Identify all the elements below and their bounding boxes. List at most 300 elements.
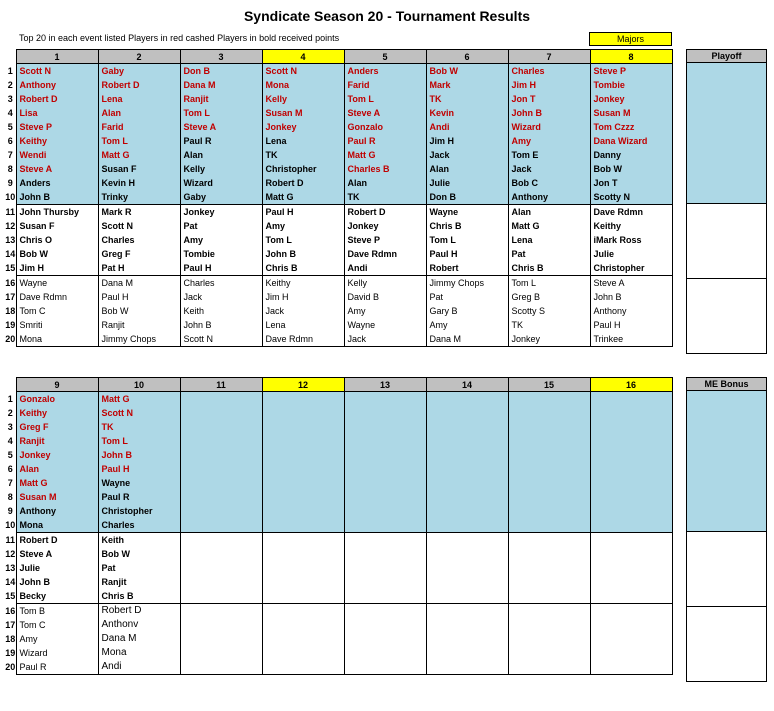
player-cell: Steve A <box>16 162 98 176</box>
player-cell <box>344 448 426 462</box>
event-header-8: 8 <box>590 50 672 64</box>
player-cell: Andi <box>426 120 508 134</box>
player-cell: Wendi <box>16 148 98 162</box>
player-cell <box>262 420 344 434</box>
player-cell <box>262 518 344 533</box>
player-cell <box>180 406 262 420</box>
player-cell <box>508 660 590 675</box>
row-number: 10 <box>5 520 16 531</box>
player-cell: Andi <box>344 261 426 276</box>
player-cell: Matt G <box>344 148 426 162</box>
row-number: 1 <box>7 65 13 76</box>
player-cell <box>344 504 426 518</box>
row-number-header <box>5 50 16 64</box>
player-cell <box>426 504 508 518</box>
player-cell: Jim H <box>16 261 98 276</box>
player-cell: Tom C <box>16 618 98 632</box>
player-cell <box>426 490 508 504</box>
player-cell: Keithy <box>16 134 98 148</box>
player-cell <box>590 406 672 420</box>
player-cell: Kevin H <box>98 176 180 190</box>
player-cell: Paul H <box>180 261 262 276</box>
player-cell <box>508 589 590 604</box>
player-cell <box>590 618 672 632</box>
player-cell: Jonkey <box>508 332 590 347</box>
player-cell <box>180 660 262 675</box>
player-cell: Jimmy Chops <box>98 332 180 347</box>
player-cell <box>426 533 508 548</box>
player-cell: Tom Czzz <box>590 120 672 134</box>
player-cell: Scotty S <box>508 304 590 318</box>
player-cell: Bob C <box>508 176 590 190</box>
player-cell <box>180 547 262 561</box>
player-cell <box>508 575 590 589</box>
player-cell <box>426 420 508 434</box>
player-cell <box>262 392 344 407</box>
player-cell: TK <box>426 92 508 106</box>
player-cell: Robert D <box>16 92 98 106</box>
player-cell: John B <box>16 575 98 589</box>
player-cell: Lena <box>98 92 180 106</box>
player-cell <box>508 646 590 660</box>
player-cell: Trinky <box>98 190 180 205</box>
event-header-13: 13 <box>344 378 426 392</box>
player-cell <box>426 632 508 646</box>
player-cell: Chris B <box>508 261 590 276</box>
player-cell: Paul R <box>16 660 98 675</box>
row-number: 2 <box>7 80 13 90</box>
player-cell <box>344 518 426 533</box>
player-cell: Kelly <box>344 276 426 291</box>
player-cell: Keithy <box>590 219 672 233</box>
player-cell: Lena <box>262 318 344 332</box>
row-number: 7 <box>7 478 13 488</box>
player-cell: Anders <box>16 176 98 190</box>
player-cell: Trinkee <box>590 332 672 347</box>
player-cell: Christopher <box>590 261 672 276</box>
event-header-9: 9 <box>16 378 98 392</box>
player-cell: Robert <box>426 261 508 276</box>
player-cell <box>590 476 672 490</box>
player-cell: Dana M <box>426 332 508 347</box>
player-cell: Wizard <box>508 120 590 134</box>
player-cell <box>180 476 262 490</box>
player-cell: Farid <box>98 120 180 134</box>
playoff-bold-area <box>687 204 767 279</box>
player-cell: Jack <box>426 148 508 162</box>
player-cell <box>262 434 344 448</box>
player-cell: Dana Wizard <box>590 134 672 148</box>
player-cell: Julie <box>590 247 672 261</box>
player-cell: Steve A <box>590 276 672 291</box>
me-bonus-column <box>686 377 767 682</box>
player-cell: Steve A <box>16 547 98 561</box>
player-cell: Dave Rdmn <box>344 247 426 261</box>
player-cell <box>590 533 672 548</box>
player-cell <box>344 575 426 589</box>
player-cell: Bob W <box>426 64 508 79</box>
player-cell: John B <box>590 290 672 304</box>
player-cell <box>262 462 344 476</box>
player-cell: Wizard <box>16 646 98 660</box>
row-number-header <box>5 378 16 392</box>
legend-note: Top 20 in each event listed Players in red cashed Players in bold received points <box>19 33 340 43</box>
player-cell: Jack <box>262 304 344 318</box>
player-cell <box>426 618 508 632</box>
player-cell: Amy <box>426 318 508 332</box>
player-cell: Dana M <box>98 276 180 291</box>
row-number: 9 <box>7 506 13 516</box>
player-cell <box>426 434 508 448</box>
player-cell <box>344 476 426 490</box>
player-cell: Scott N <box>180 332 262 347</box>
player-cell: Anthony <box>508 190 590 205</box>
player-cell: Lisa <box>16 106 98 120</box>
player-cell: Alan <box>508 205 590 220</box>
player-cell: John Thursby <box>16 205 98 220</box>
row-number: 19 <box>5 648 16 658</box>
player-cell <box>344 547 426 561</box>
player-cell <box>508 490 590 504</box>
event-header-10: 10 <box>98 378 180 392</box>
player-cell: Alan <box>16 462 98 476</box>
player-cell: Amy <box>180 233 262 247</box>
player-cell: Alan <box>180 148 262 162</box>
row-number: 3 <box>7 94 13 104</box>
player-cell: Paul H <box>262 205 344 220</box>
player-cell: Amy <box>262 219 344 233</box>
player-cell: Susan M <box>590 106 672 120</box>
player-cell: Anthony <box>590 304 672 318</box>
player-cell: Jonkey <box>180 205 262 220</box>
player-cell: Bob W <box>16 247 98 261</box>
player-cell: TK <box>508 318 590 332</box>
player-cell: Steve A <box>344 106 426 120</box>
player-cell: John B <box>98 448 180 462</box>
player-cell: Anders <box>344 64 426 79</box>
player-cell <box>590 561 672 575</box>
player-cell: Paul R <box>98 490 180 504</box>
player-cell <box>180 518 262 533</box>
player-cell <box>508 476 590 490</box>
player-cell <box>344 589 426 604</box>
player-cell: Christopher <box>98 504 180 518</box>
row-number: 3 <box>7 422 13 432</box>
player-cell: Steve A <box>180 120 262 134</box>
player-cell <box>180 392 262 407</box>
player-cell: Ranjit <box>98 318 180 332</box>
player-cell: Gaby <box>98 64 180 79</box>
row-number: 16 <box>5 605 16 616</box>
player-cell: Paul H <box>590 318 672 332</box>
row-number: 14 <box>5 249 16 259</box>
player-cell: Paul H <box>426 247 508 261</box>
player-cell <box>180 420 262 434</box>
player-cell: Robert D <box>344 205 426 220</box>
player-cell <box>180 504 262 518</box>
player-cell <box>344 406 426 420</box>
player-cell: Don B <box>180 64 262 79</box>
player-cell <box>508 434 590 448</box>
player-cell <box>508 604 590 619</box>
event-header-15: 15 <box>508 378 590 392</box>
row-number: 12 <box>5 549 16 559</box>
player-cell <box>262 604 344 619</box>
player-cell: Susan M <box>262 106 344 120</box>
player-cell: Keithy <box>262 276 344 291</box>
player-cell: Lena <box>508 233 590 247</box>
row-number: 18 <box>5 306 16 316</box>
player-cell <box>508 406 590 420</box>
player-cell <box>590 434 672 448</box>
player-cell <box>344 490 426 504</box>
player-cell <box>426 604 508 619</box>
row-number: 2 <box>7 408 13 418</box>
player-cell: Susan M <box>16 490 98 504</box>
player-cell: Mona <box>16 518 98 533</box>
player-cell: Chris B <box>262 261 344 276</box>
player-cell: Jimmy Chops <box>426 276 508 291</box>
player-cell <box>508 533 590 548</box>
player-cell: Greg F <box>98 247 180 261</box>
row-number: 17 <box>5 620 16 630</box>
player-cell <box>180 589 262 604</box>
player-cell: Kelly <box>262 92 344 106</box>
player-cell: Charles <box>508 64 590 79</box>
player-cell: Dana M <box>98 632 180 646</box>
player-cell: John B <box>262 247 344 261</box>
player-cell: Anthony <box>16 78 98 92</box>
player-cell: Scott N <box>16 64 98 79</box>
row-number: 17 <box>5 292 16 302</box>
player-cell: Greg F <box>16 420 98 434</box>
player-cell <box>262 504 344 518</box>
results-table-events-9-16 <box>5 377 673 675</box>
event-header-14: 14 <box>426 378 508 392</box>
row-number: 10 <box>5 192 16 203</box>
player-cell <box>180 490 262 504</box>
player-cell <box>262 646 344 660</box>
player-cell: iMark Ross <box>590 233 672 247</box>
player-cell: Pat <box>508 247 590 261</box>
player-cell <box>262 533 344 548</box>
player-cell: Robert D <box>98 78 180 92</box>
player-cell <box>426 448 508 462</box>
player-cell: Jim H <box>508 78 590 92</box>
row-number: 20 <box>5 334 16 345</box>
player-cell <box>590 660 672 675</box>
player-cell: Kevin <box>426 106 508 120</box>
player-cell: Mona <box>98 646 180 660</box>
player-cell: Matt G <box>98 392 180 407</box>
player-cell: Paul H <box>98 290 180 304</box>
player-cell <box>508 504 590 518</box>
player-cell: Wayne <box>426 205 508 220</box>
event-header-3: 3 <box>180 50 262 64</box>
player-cell <box>344 646 426 660</box>
me-bonus-cashed-area <box>687 391 767 532</box>
player-cell: Smriti <box>16 318 98 332</box>
player-cell: Andi <box>98 660 180 675</box>
player-cell <box>426 476 508 490</box>
player-cell: Ranjit <box>180 92 262 106</box>
player-cell: Tom E <box>508 148 590 162</box>
player-cell <box>262 660 344 675</box>
player-cell: Robert D <box>98 604 180 619</box>
player-cell <box>262 490 344 504</box>
player-cell: Susan F <box>98 162 180 176</box>
player-cell: Ranjit <box>98 575 180 589</box>
player-cell: Susan F <box>16 219 98 233</box>
player-cell: Tom L <box>508 276 590 291</box>
player-cell: Jonkey <box>16 448 98 462</box>
player-cell <box>426 406 508 420</box>
player-cell: TK <box>262 148 344 162</box>
player-cell: Chris B <box>426 219 508 233</box>
player-cell: Keith <box>180 304 262 318</box>
player-cell: Paul R <box>344 134 426 148</box>
event-header-11: 11 <box>180 378 262 392</box>
player-cell <box>426 646 508 660</box>
row-number: 13 <box>5 563 16 573</box>
player-cell: Tom L <box>262 233 344 247</box>
player-cell: Becky <box>16 589 98 604</box>
player-cell: Jack <box>344 332 426 347</box>
player-cell <box>426 575 508 589</box>
player-cell: Dave Rdmn <box>16 290 98 304</box>
player-cell: Steve P <box>16 120 98 134</box>
player-cell: Scotty N <box>590 190 672 205</box>
player-cell: Wayne <box>16 276 98 291</box>
player-cell <box>344 533 426 548</box>
player-cell <box>344 392 426 407</box>
row-number: 20 <box>5 662 16 673</box>
player-cell: Gaby <box>180 190 262 205</box>
player-cell <box>426 561 508 575</box>
player-cell: Bob W <box>98 547 180 561</box>
player-cell <box>344 561 426 575</box>
player-cell <box>590 420 672 434</box>
player-cell: Tom L <box>98 134 180 148</box>
player-cell: Matt G <box>262 190 344 205</box>
player-cell <box>344 618 426 632</box>
event-header-2: 2 <box>98 50 180 64</box>
player-cell: Jon T <box>590 176 672 190</box>
player-cell: Scott N <box>98 219 180 233</box>
player-cell <box>508 462 590 476</box>
player-cell: TK <box>344 190 426 205</box>
player-cell: Steve P <box>590 64 672 79</box>
player-cell <box>180 533 262 548</box>
player-cell: Christopher <box>262 162 344 176</box>
event-header-7: 7 <box>508 50 590 64</box>
player-cell: Tombie <box>180 247 262 261</box>
player-cell <box>590 589 672 604</box>
player-cell: Wizard <box>180 176 262 190</box>
player-cell <box>180 434 262 448</box>
event-header-12: 12 <box>262 378 344 392</box>
player-cell <box>262 547 344 561</box>
player-cell: Jonkey <box>262 120 344 134</box>
player-cell: Charles <box>180 276 262 291</box>
player-cell: Alan <box>98 106 180 120</box>
player-cell <box>590 575 672 589</box>
player-cell: Tom L <box>98 434 180 448</box>
player-cell: Gary B <box>426 304 508 318</box>
player-cell: Dave Rdmn <box>262 332 344 347</box>
player-cell <box>508 561 590 575</box>
player-cell: Pat H <box>98 261 180 276</box>
row-number: 11 <box>5 534 15 545</box>
player-cell: Amy <box>344 304 426 318</box>
event-header-4: 4 <box>262 50 344 64</box>
player-cell: Amy <box>508 134 590 148</box>
player-cell <box>590 490 672 504</box>
player-cell: Robert D <box>262 176 344 190</box>
player-cell: Tom C <box>16 304 98 318</box>
me-bonus-bold-area <box>687 532 767 607</box>
player-cell <box>262 406 344 420</box>
row-number: 12 <box>5 221 16 231</box>
row-number: 13 <box>5 235 16 245</box>
player-cell <box>262 589 344 604</box>
player-cell <box>426 589 508 604</box>
player-cell <box>590 462 672 476</box>
player-cell: Matt G <box>508 219 590 233</box>
player-cell <box>590 632 672 646</box>
row-number: 11 <box>5 206 15 217</box>
player-cell <box>262 448 344 462</box>
player-cell <box>180 618 262 632</box>
player-cell <box>262 618 344 632</box>
player-cell: Chris O <box>16 233 98 247</box>
player-cell <box>508 392 590 407</box>
player-cell: Alan <box>344 176 426 190</box>
row-number: 5 <box>7 122 13 132</box>
player-cell: Pat <box>426 290 508 304</box>
player-cell: Chris B <box>98 589 180 604</box>
player-cell: Matt G <box>16 476 98 490</box>
player-cell: Scott N <box>98 406 180 420</box>
playoff-header: Playoff <box>687 50 767 63</box>
player-cell <box>180 646 262 660</box>
player-cell <box>344 660 426 675</box>
player-cell: Gonzalo <box>344 120 426 134</box>
player-cell: Steve P <box>344 233 426 247</box>
player-cell: Tom L <box>426 233 508 247</box>
player-cell: Ranjit <box>16 434 98 448</box>
row-number: 6 <box>7 464 13 474</box>
player-cell <box>508 518 590 533</box>
event-header-1: 1 <box>16 50 98 64</box>
player-cell: Dana M <box>180 78 262 92</box>
player-cell <box>344 632 426 646</box>
player-cell <box>508 448 590 462</box>
player-cell: Jack <box>508 162 590 176</box>
player-cell: Jonkey <box>344 219 426 233</box>
player-cell <box>508 632 590 646</box>
row-number: 7 <box>7 150 13 160</box>
row-number: 8 <box>7 164 13 174</box>
player-cell: Scott N <box>262 64 344 79</box>
row-number: 14 <box>5 577 16 587</box>
player-cell: Tom L <box>180 106 262 120</box>
row-number: 4 <box>7 108 13 118</box>
player-cell <box>262 476 344 490</box>
player-cell: Danny <box>590 148 672 162</box>
player-cell: Pat <box>98 561 180 575</box>
player-cell: Mona <box>262 78 344 92</box>
